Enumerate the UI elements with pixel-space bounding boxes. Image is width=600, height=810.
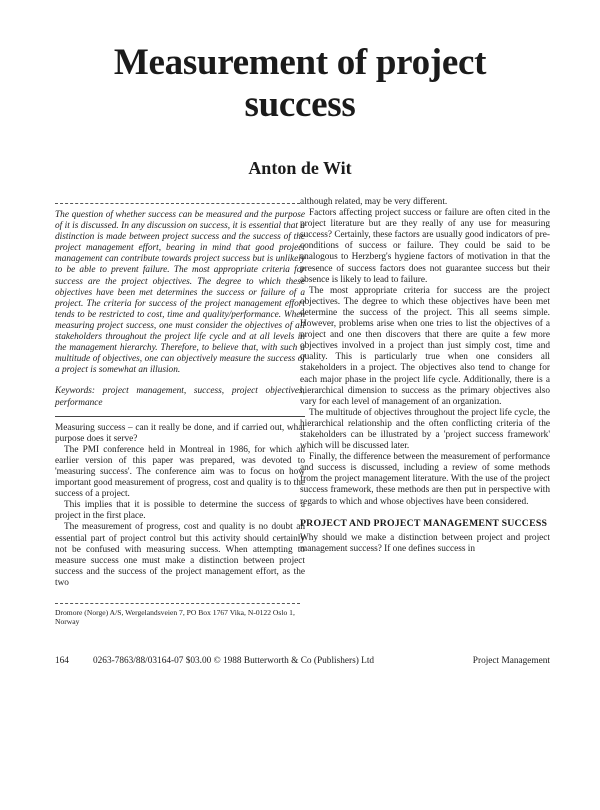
author-name: Anton de Wit xyxy=(248,158,352,178)
keywords xyxy=(55,386,305,408)
section-heading: PROJECT AND PROJECT MANAGEMENT SUCCESS xyxy=(300,517,548,529)
left-column xyxy=(55,210,305,589)
title-line-1: Measurement of project xyxy=(113,42,487,83)
journal-name: Project Management xyxy=(472,656,550,666)
abstract: The question of whether success can be measured and the purpose of it is discussed. In any discussion on success, it is essential that a distinction is made between project success and the success of the project management effort, bearing in mind that good project management can contribute towards project success but is unlikely to be able to prevent failure. The most appropriate criteria for success are the project objectives. The degree to which these objectives have been met determines the success or failure of a project. The criteria for success of the project management effort tends to be restricted to cost, time and quality/performance. When measuring project success, one must consider the objectives of all stakeholders throughout the project life cycle and at all levels in the management hierarchy. Therefore, to believe that, with such a multitude of objectives, one can objectively measure the success of a project is somewhat an illusion. xyxy=(55,210,305,376)
citation-line: 0263-7863/88/03164-07 $03.00 © 1988 Butterworth & Co (Publishers) Ltd xyxy=(93,656,375,666)
body-paragraph: The most appropriate criteria for success are the project objectives. The degree to which these objectives have been met determine the success of the project. This all seems simple. However, problems arise when one tries to list the objectives of a project and one then discovers that there are quite a few more objectives involved in a project than just simply cost, time and quality. This is particularly true when one considers all stakeholders in a project. The objectives also tend to change for each major phase in the project life cycle. Additionally, there is a hierarchical dimension to success as the primary objectives also vary for each level of management of an organization. xyxy=(300,285,550,407)
footnote: Dromore (Norge) A/S, Wergelandsveien 7, PO Box 1767 Vika, N-0122 Oslo 1, Norway xyxy=(55,608,295,626)
body-paragraph: The PMI conference held in Montreal in 1986, for which an earlier version of this paper was prepared, was devoted to 'measuring success'. The conference aim was to focus on how important good measurement of progress, cost and quality is to the success of a project. xyxy=(55,444,305,500)
body-paragraph: The multitude of objectives throughout the project life cycle, the hierarchical relationship and the often conflicting criteria of the stakeholders can be illustrated by a 'project success framework' which will be discussed later. xyxy=(300,407,550,452)
title-line-2: success xyxy=(244,84,356,125)
page-number: 164 xyxy=(55,656,69,666)
abstract-top-rule xyxy=(55,203,300,204)
keywords-text: project management, success, project objectives, performance xyxy=(55,386,306,408)
body-paragraph: Finally, the difference between the measurement of performance and success is discussed, including a review of some methods from the project management literature. With the use of the project success framework, these methods are then put in perspective with regards to which and whose objectives have been considered. xyxy=(300,452,550,507)
article-title xyxy=(0,42,600,126)
body-paragraph: Measuring success – can it really be done, and if carried out, what purpose does it serve? xyxy=(55,422,305,444)
keywords-label: Keywords: xyxy=(55,386,95,397)
abstract-bottom-rule xyxy=(55,416,305,417)
footnote-rule xyxy=(55,603,300,604)
body-paragraph: Factors affecting project success or failure are often cited in the project literature but are they really of any use for measuring success? Certainly, these factors are usually good indicators of pre-conditions of success or failure. They could be said to be analogous to Herzberg's hygiene factors of motivation in that the presence of success factors does not guarantee success but their absence is likely to lead to failure. xyxy=(300,208,550,285)
body-paragraph: although related, may be very different. xyxy=(300,197,448,207)
right-column xyxy=(300,197,550,555)
body-paragraph: The measurement of progress, cost and quality is no doubt an essential part of project control but this activity should certainly not be confused with measuring success. When attempting to measure success one must make a distinction between project success and the success of the project management effort, as the two xyxy=(55,522,305,588)
body-paragraph: This implies that it is possible to determine the success of a project in the first place. xyxy=(55,500,305,522)
section-paragraph: Why should we make a distinction between project and project management success? If one defines success in xyxy=(300,533,550,555)
